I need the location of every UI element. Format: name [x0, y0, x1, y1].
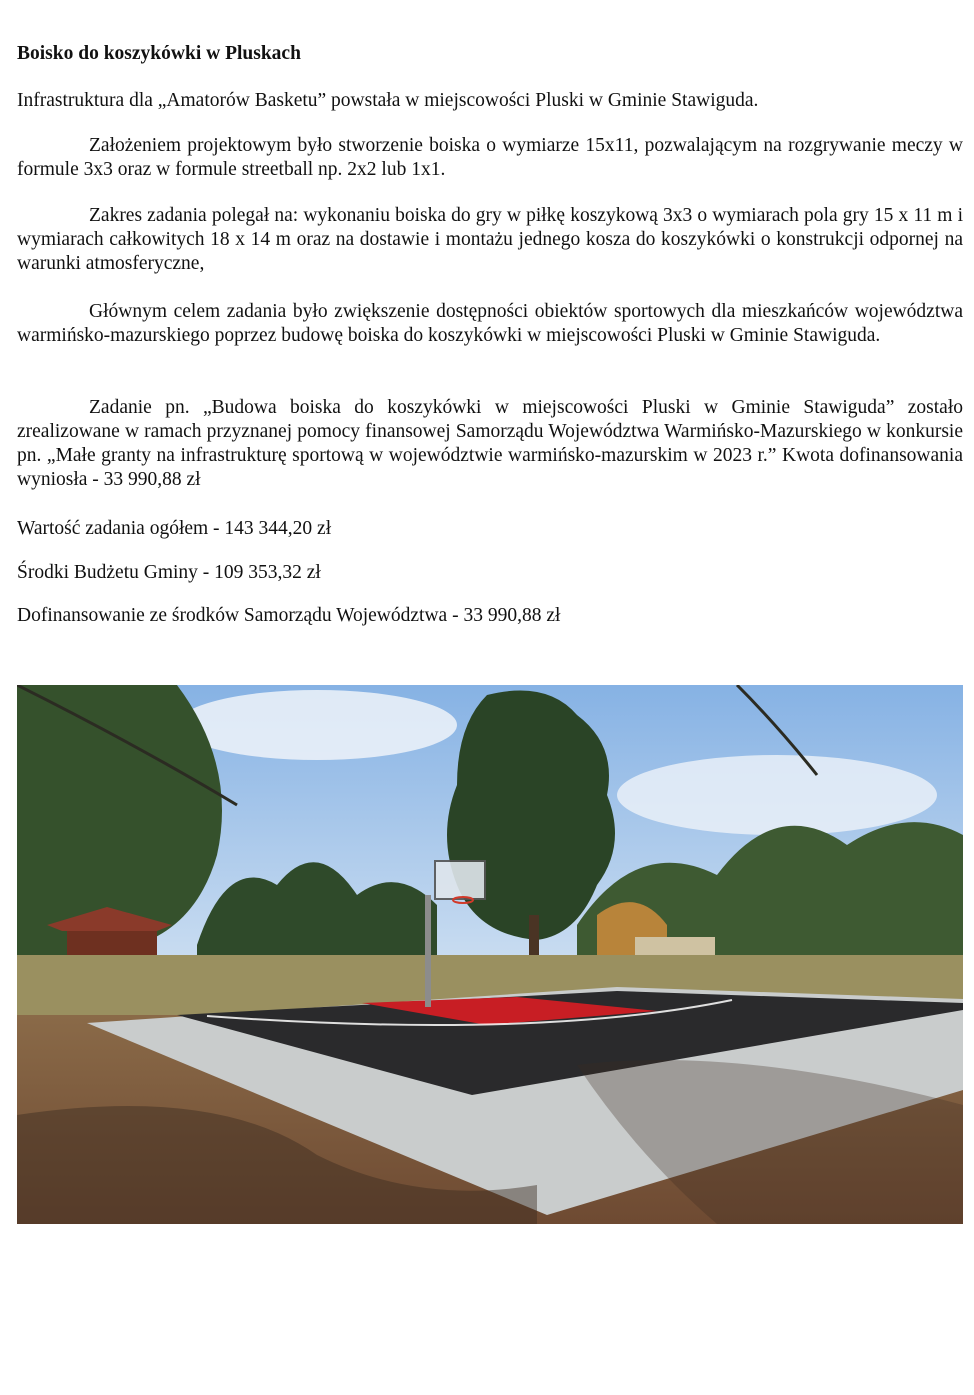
municipal-budget-line: Środki Budżetu Gminy - 109 353,32 zł	[17, 562, 321, 583]
paragraph-design: Założeniem projektowym było stworzenie boiska o wymiarze 15x11, pozwalającym na rozgrywanie meczy w formule 3x3 oraz w formule streetball np. 2x2 lub 1x1.	[17, 135, 963, 180]
backboard	[435, 861, 485, 899]
page-title: Boisko do koszykówki w Pluskach	[17, 43, 301, 64]
intro-paragraph: Infrastruktura dla „Amatorów Basketu” powstała w miejscowości Pluski w Gminie Stawiguda.	[17, 90, 759, 111]
hoop-pole	[425, 895, 431, 1007]
court-photo	[17, 685, 963, 1224]
regional-funding-line: Dofinansowanie ze środków Samorządu Województwa - 33 990,88 zł	[17, 605, 561, 626]
paragraph-scope: Zakres zadania polegał na: wykonaniu boiska do gry w piłkę koszykową 3x3 o wymiarach pola gry 15 x 11 m i wymiarach całkowitych 18 x 14 m oraz na dostawie i montażu jednego kosza do koszykówki o konstrukcji odpornej na warunki atmosferyczne,	[17, 205, 963, 274]
total-value-line: Wartość zadania ogółem - 143 344,20 zł	[17, 518, 332, 539]
paragraph-funding: Zadanie pn. „Budowa boiska do koszykówki w miejscowości Pluski w Gminie Stawiguda” zostało zrealizowane w ramach przyznanej pomocy finansowej Samorządu Województwa Warmińsko-Mazurskiego w konkursie pn. „Małe granty na infrastrukturę sportową w województwie warmińsko-mazurskim w 2023 r.” Kwota dofinansowania wyniosła - 33 990,88 zł	[17, 397, 963, 490]
paragraph-goal: Głównym celem zadania było zwiększenie dostępności obiektów sportowych dla mieszkańców województwa warmińsko-mazurskiego poprzez budowę boiska do koszykówki w miejscowości Pluski w Gminie Stawiguda.	[17, 301, 963, 346]
court-photo-illustration	[17, 685, 963, 1224]
